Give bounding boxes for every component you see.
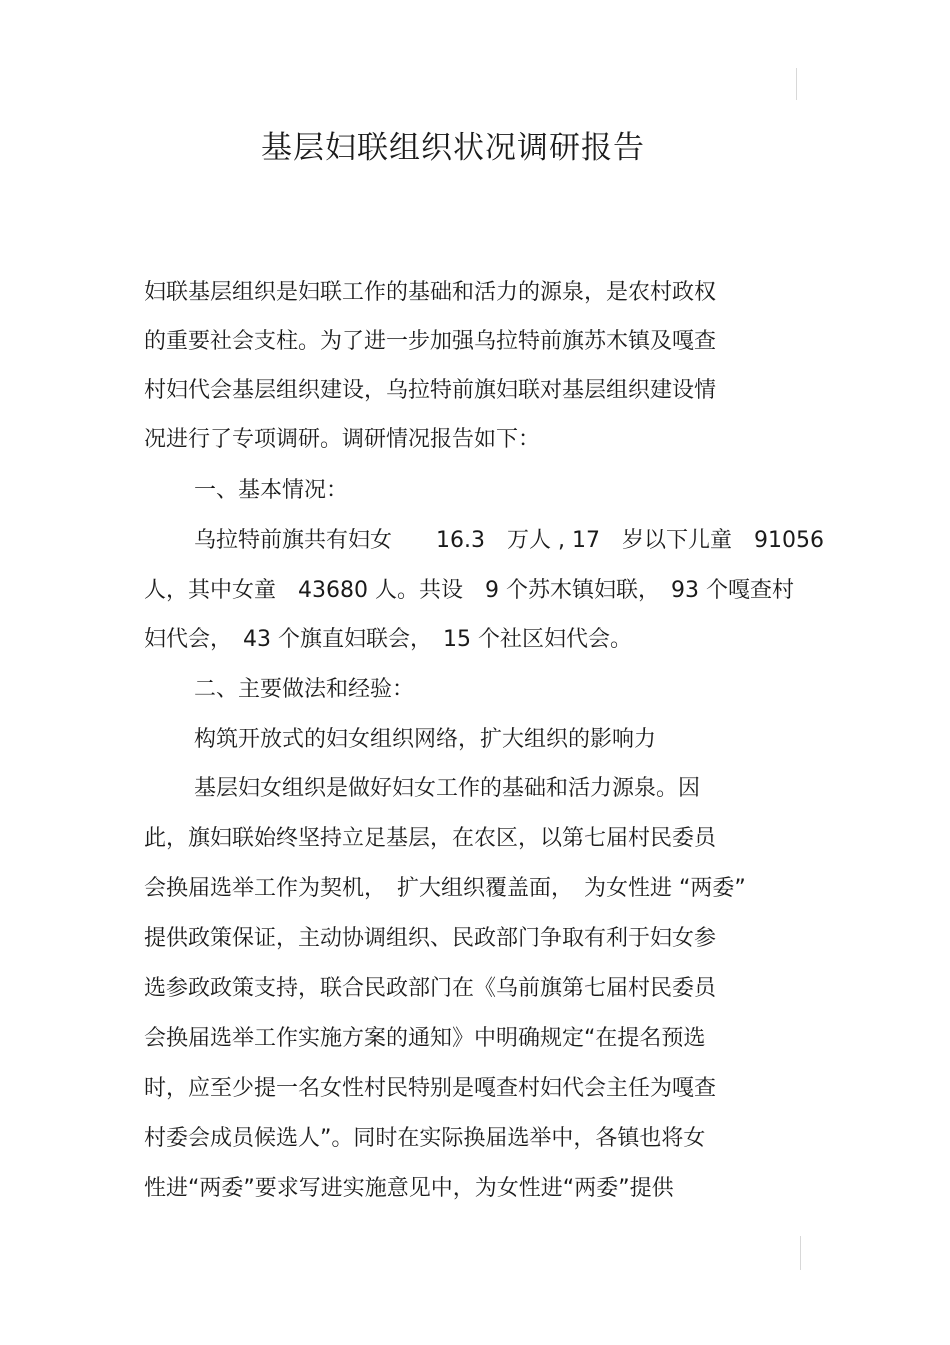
paragraph-line: 性进“两委”要求写进实施意见中，为女性进“两委”提供 — [144, 1176, 674, 1201]
paragraph-line: 乌拉特前旗共有妇女 16.3 万人 , 17 岁以下儿童 91056 — [194, 528, 824, 553]
page-crop-mark-top — [796, 68, 797, 100]
paragraph-line: 的重要社会支柱。为了进一步加强乌拉特前旗苏木镇及嘎查 — [144, 329, 717, 354]
paragraph-line: 基层妇女组织是做好妇女工作的基础和活力源泉。因 — [194, 776, 701, 801]
paragraph-line: 村委会成员候选人”。同时在实际换届选举中，各镇也将女 — [144, 1126, 706, 1151]
paragraph-line: 况进行了专项调研。调研情况报告如下： — [144, 427, 541, 452]
page-crop-mark-bottom — [800, 1236, 801, 1270]
document-title: 基层妇联组织状况调研报告 — [261, 130, 645, 166]
paragraph-line: 会换届选举工作实施方案的通知》中明确规定“在提名预选 — [144, 1026, 706, 1051]
paragraph-line: 妇联基层组织是妇联工作的基础和活力的源泉，是农村政权 — [144, 280, 717, 305]
section-heading: 二、主要做法和经验： — [194, 677, 415, 702]
paragraph-line: 妇代会， 43 个旗直妇联会， 15 个社区妇代会。 — [144, 627, 632, 652]
paragraph-line: 时，应至少提一名女性村民特别是嘎查村妇代会主任为嘎查 — [144, 1076, 717, 1101]
subsection-heading: 构筑开放式的妇女组织网络，扩大组织的影响力 — [194, 727, 657, 752]
paragraph-line: 此，旗妇联始终坚持立足基层，在农区，以第七届村民委员 — [144, 826, 717, 851]
paragraph-line: 选参政政策支持，联合民政部门在《乌前旗第七届村民委员 — [144, 976, 717, 1001]
paragraph-line: 村妇代会基层组织建设，乌拉特前旗妇联对基层组织建设情 — [144, 378, 717, 403]
paragraph-line: 提供政策保证，主动协调组织、民政部门争取有利于妇女参 — [144, 926, 717, 951]
section-heading: 一、基本情况： — [194, 478, 349, 503]
paragraph-line: 人，其中女童 43680 人。共设 9 个苏木镇妇联， 93 个嘎查村 — [144, 578, 794, 603]
paragraph-line: 会换届选举工作为契机， 扩大组织覆盖面， 为女性进 “两委” — [144, 876, 746, 901]
